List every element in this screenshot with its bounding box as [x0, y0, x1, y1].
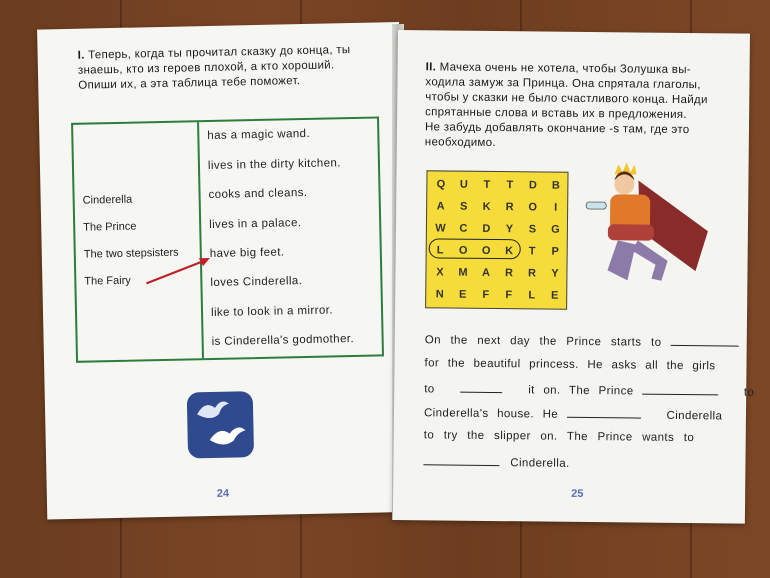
character-label: The Fairy [84, 274, 131, 288]
sentence-text: Cinderella's house. He [423, 407, 559, 421]
phrase-label: lives in a palace. [209, 217, 302, 232]
grid-letter: F [482, 288, 490, 301]
grid-letter: D [528, 179, 537, 192]
doves-picture [187, 391, 254, 458]
page-number: 25 [571, 487, 584, 500]
sentence-text: to [743, 386, 755, 399]
task-line: Мачеха очень не хотела, чтобы Золушка вы- [439, 61, 692, 77]
phrase-label: have big feet. [209, 246, 285, 261]
grid-letter: R [527, 267, 536, 280]
grid-letter: O [458, 244, 468, 257]
sentence-text: to try the slipper on. The Prince wants to [423, 429, 695, 445]
sentence-line [424, 357, 715, 372]
grid-letter: E [550, 289, 559, 302]
grid-letter: K [505, 245, 514, 258]
sentence-line [423, 454, 569, 470]
phrase-label: has a magic wand. [207, 127, 311, 143]
grid-letter: W [435, 222, 446, 235]
sentence-text: Cinderella [666, 409, 723, 423]
grid-letter: F [505, 289, 513, 302]
table-divider [197, 122, 204, 358]
sentence-text: Cinderella. [510, 457, 570, 470]
sentence-line [424, 381, 754, 398]
grid-letter: I [554, 201, 558, 214]
phrase-label: lives in the dirty kitchen. [207, 157, 341, 173]
answer-blank[interactable] [567, 407, 641, 419]
grid-letter: B [551, 179, 560, 192]
task-line: необходимо. [424, 136, 496, 150]
grid-letter: R [505, 201, 514, 214]
sentence-text: it on. The Prince [528, 384, 634, 398]
grid-letter: A [481, 266, 490, 279]
left-page [37, 22, 409, 519]
grid-letter: T [528, 245, 536, 258]
grid-letter: K [482, 200, 491, 213]
task-line: спрятанные слова и вставь их в предложения. [425, 106, 687, 122]
grid-letter: X [436, 266, 444, 279]
grid-letter: O [528, 201, 537, 214]
task-2-instructions [425, 60, 708, 153]
sentence-text: to [424, 383, 435, 396]
sentence-line [424, 405, 722, 422]
grid-letter: A [436, 200, 445, 213]
task-line: знаешь, кто из героев плохой, а кто хороший. [77, 59, 335, 77]
page-number: 24 [216, 487, 230, 500]
arrow-icon [144, 252, 215, 287]
character-label: Cinderella [82, 193, 133, 207]
phrase-label: cooks and cleans. [208, 186, 308, 202]
grid-letter: P [551, 245, 559, 258]
grid-letter: U [459, 178, 468, 191]
grid-letter: G [551, 223, 560, 236]
task-1-instructions [77, 43, 351, 94]
task-line: чтобы у сказки не было счастливого конца. Найди [425, 91, 708, 107]
grid-letter: M [458, 266, 468, 279]
grid-letter: L [436, 244, 444, 257]
task-number: I. [77, 49, 85, 62]
grid-letter: L [528, 289, 536, 302]
answer-blank[interactable] [423, 454, 499, 466]
grid-letter: D [482, 222, 491, 235]
word-search-grid [425, 170, 568, 309]
phrase-label: loves Cinderella. [210, 275, 303, 290]
grid-letter: S [528, 223, 537, 236]
phrase-label: is Cinderella's godmother. [211, 333, 355, 348]
grid-letter: E [458, 288, 467, 301]
character-table [71, 116, 384, 362]
character-label: The two stepsisters [83, 246, 179, 261]
answer-blank[interactable] [671, 335, 739, 347]
grid-letter: T [506, 179, 514, 192]
found-word-circle [429, 238, 521, 259]
sentence-text: On the next day the Prince starts to [424, 334, 662, 349]
character-label: The Prince [83, 220, 137, 234]
task-number: II. [425, 61, 437, 74]
grid-letter: Y [505, 223, 514, 236]
answer-blank[interactable] [642, 384, 718, 396]
grid-letter: N [435, 288, 444, 301]
sentence-line [425, 332, 739, 349]
grid-letter: R [504, 267, 513, 280]
task-line: Опиши их, а эта таблица тебе поможет. [78, 75, 301, 92]
grid-letter: Q [436, 178, 446, 191]
task-line: ходила замуж за Принца. Она спрятала глаголы, [425, 76, 701, 92]
task-line: Теперь, когда ты прочитал сказку до конца, ты [88, 44, 351, 62]
answer-blank[interactable] [460, 382, 502, 393]
task-line: Не забудь добавлять окончание -s там, где это [424, 121, 690, 137]
sentence-line [424, 429, 695, 444]
grid-letter: O [481, 244, 491, 257]
stepmother-picture [577, 160, 719, 311]
phrase-label: like to look in a mirror. [210, 304, 334, 319]
grid-letter: C [459, 222, 468, 235]
grid-letter: T [483, 178, 491, 191]
grid-letter: S [459, 200, 468, 213]
grid-letter: Y [551, 267, 559, 280]
right-page [393, 30, 755, 524]
sentence-text: for the beautiful princess. He asks all the girls [424, 357, 716, 373]
dove-icon [187, 391, 254, 458]
